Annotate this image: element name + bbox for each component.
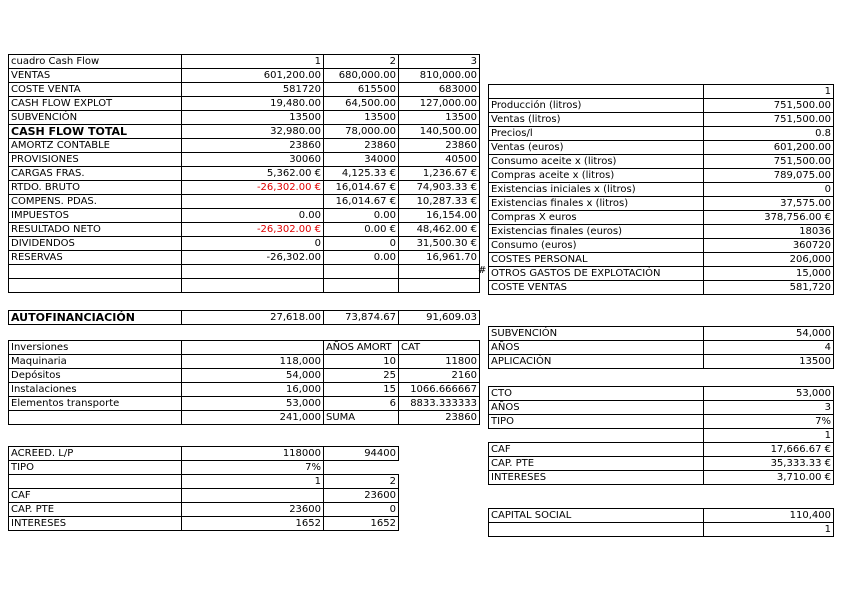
cell-value[interactable]: 127,000.00 bbox=[398, 96, 480, 111]
row-label[interactable]: Precios/l bbox=[488, 126, 704, 141]
cell-value[interactable]: 1 bbox=[703, 84, 834, 99]
cell-value[interactable] bbox=[181, 264, 324, 279]
row-label[interactable]: CARGAS FRAS. bbox=[8, 166, 182, 181]
row-label[interactable]: SUBVENCIÓN bbox=[8, 110, 182, 125]
cell-value[interactable] bbox=[181, 340, 324, 355]
cell-value[interactable]: 64,500.00 bbox=[323, 96, 399, 111]
cell-value[interactable]: 16,154.00 bbox=[398, 208, 480, 223]
overflow-mark: # bbox=[478, 265, 487, 276]
cell-value[interactable]: 1 bbox=[703, 522, 834, 537]
cell-value[interactable]: 2160 bbox=[398, 368, 480, 383]
cell-value[interactable]: 16,000 bbox=[181, 382, 324, 397]
row-label[interactable]: CASH FLOW TOTAL bbox=[8, 124, 182, 139]
row-label[interactable]: Consumo (euros) bbox=[488, 238, 704, 253]
cell-value[interactable]: 30060 bbox=[181, 152, 324, 167]
row-label[interactable]: RESERVAS bbox=[8, 250, 182, 265]
cell-value[interactable]: 94400 bbox=[323, 446, 399, 461]
cell-value[interactable]: 5,362.00 € bbox=[181, 166, 324, 181]
row-label[interactable]: Compras X euros bbox=[488, 210, 704, 225]
cell-value[interactable] bbox=[181, 488, 324, 503]
cell-value[interactable]: 27,618.00 bbox=[181, 310, 324, 325]
cell-value[interactable]: 35,333.33 € bbox=[703, 456, 834, 471]
cell-value[interactable]: 0 bbox=[323, 236, 399, 251]
cell-value[interactable]: 581720 bbox=[181, 82, 324, 97]
cell-value[interactable]: 7% bbox=[703, 414, 834, 429]
row-label[interactable]: CAP. PTE bbox=[8, 502, 182, 517]
cell-value[interactable]: 140,500.00 bbox=[398, 124, 480, 139]
cell-value[interactable]: 23860 bbox=[181, 138, 324, 153]
cell-value[interactable]: 601,200.00 bbox=[181, 68, 324, 83]
cell-value[interactable]: 0.00 € bbox=[323, 222, 399, 237]
cell-value[interactable]: 53,000 bbox=[703, 386, 834, 401]
cell-value[interactable]: 23860 bbox=[398, 138, 480, 153]
cell-value[interactable]: 18036 bbox=[703, 224, 834, 239]
row-label[interactable]: TIPO bbox=[8, 460, 182, 475]
cell-value[interactable] bbox=[398, 278, 480, 293]
row-label[interactable]: RTDO. BRUTO bbox=[8, 180, 182, 195]
row-label[interactable]: Instalaciones bbox=[8, 382, 182, 397]
cell-value[interactable]: 4,125.33 € bbox=[323, 166, 399, 181]
year-header[interactable]: 3 bbox=[398, 54, 480, 69]
cell-value[interactable]: 615500 bbox=[323, 82, 399, 97]
row-label[interactable]: COSTE VENTA bbox=[8, 82, 182, 97]
cell-value[interactable]: 751,500.00 bbox=[703, 154, 834, 169]
cell-value[interactable]: 91,609.03 bbox=[398, 310, 480, 325]
row-label[interactable] bbox=[488, 84, 704, 99]
row-label[interactable] bbox=[8, 278, 182, 293]
cell-value[interactable]: 19,480.00 bbox=[181, 96, 324, 111]
row-label[interactable]: Elementos transporte bbox=[8, 396, 182, 411]
row-label[interactable]: Ventas (litros) bbox=[488, 112, 704, 127]
cell-value[interactable] bbox=[398, 264, 480, 279]
row-label[interactable]: Existencias finales x (litros) bbox=[488, 196, 704, 211]
row-label[interactable]: Maquinaria bbox=[8, 354, 182, 369]
cell-value[interactable]: 378,756.00 € bbox=[703, 210, 834, 225]
cell-value[interactable]: 25 bbox=[323, 368, 399, 383]
row-label[interactable]: Consumo aceite x (litros) bbox=[488, 154, 704, 169]
cell-value[interactable]: 54,000 bbox=[181, 368, 324, 383]
cell-value[interactable]: 78,000.00 bbox=[323, 124, 399, 139]
row-label[interactable]: CASH FLOW EXPLOT bbox=[8, 96, 182, 111]
cell-value[interactable]: 118,000 bbox=[181, 354, 324, 369]
row-label[interactable]: AUTOFINANCIACIÓN bbox=[8, 310, 182, 325]
cell-value[interactable]: 751,500.00 bbox=[703, 112, 834, 127]
cell-value[interactable]: 53,000 bbox=[181, 396, 324, 411]
cell-value[interactable]: 23600 bbox=[181, 502, 324, 517]
row-label[interactable]: CTO bbox=[488, 386, 704, 401]
row-label[interactable]: APLICACIÓN bbox=[488, 354, 704, 369]
row-label[interactable]: COSTES PERSONAL bbox=[488, 252, 704, 267]
cell-value[interactable]: 1 bbox=[703, 428, 834, 443]
cell-value[interactable]: 789,075.00 bbox=[703, 168, 834, 183]
cell-value[interactable]: 13500 bbox=[703, 354, 834, 369]
row-label[interactable]: TIPO bbox=[488, 414, 704, 429]
cell-value[interactable]: 31,500.30 € bbox=[398, 236, 480, 251]
cell-value[interactable]: 110,400 bbox=[703, 508, 834, 523]
cell-value[interactable]: 15,000 bbox=[703, 266, 834, 281]
row-label[interactable]: COMPENS. PDAS. bbox=[8, 194, 182, 209]
row-label[interactable]: RESULTADO NETO bbox=[8, 222, 182, 237]
row-label[interactable]: Producción (litros) bbox=[488, 98, 704, 113]
row-label[interactable]: Depósitos bbox=[8, 368, 182, 383]
row-label[interactable]: INTERESES bbox=[8, 516, 182, 531]
cell-value[interactable]: 10,287.33 € bbox=[398, 194, 480, 209]
cell-value[interactable]: 40500 bbox=[398, 152, 480, 167]
cashflow-title[interactable]: cuadro Cash Flow bbox=[8, 54, 182, 69]
cell-value[interactable]: 32,980.00 bbox=[181, 124, 324, 139]
cell-value[interactable] bbox=[323, 264, 399, 279]
row-label[interactable]: IMPUESTOS bbox=[8, 208, 182, 223]
cell-value[interactable]: 11800 bbox=[398, 354, 480, 369]
row-label[interactable]: Inversiones bbox=[8, 340, 182, 355]
cell-value[interactable]: 74,903.33 € bbox=[398, 180, 480, 195]
cell-value[interactable]: 23860 bbox=[323, 138, 399, 153]
cell-value[interactable]: 0.00 bbox=[181, 208, 324, 223]
row-label[interactable]: Ventas (euros) bbox=[488, 140, 704, 155]
cell-value[interactable]: SUMA bbox=[323, 410, 399, 425]
column-header[interactable]: CAT bbox=[398, 340, 480, 355]
cell-value[interactable]: 810,000.00 bbox=[398, 68, 480, 83]
cell-value[interactable]: 0 bbox=[181, 236, 324, 251]
row-label[interactable]: CAP. PTE bbox=[488, 456, 704, 471]
cell-value[interactable]: 751,500.00 bbox=[703, 98, 834, 113]
cell-value[interactable]: 1066.666667 bbox=[398, 382, 480, 397]
cell-value[interactable]: 4 bbox=[703, 340, 834, 355]
cell-value[interactable]: 3,710.00 € bbox=[703, 470, 834, 485]
cell-value[interactable]: 601,200.00 bbox=[703, 140, 834, 155]
cell-value[interactable]: 7% bbox=[181, 460, 324, 475]
cell-value[interactable]: -26,302.00 bbox=[181, 250, 324, 265]
row-label[interactable] bbox=[8, 264, 182, 279]
cell-value[interactable]: 0.8 bbox=[703, 126, 834, 141]
cell-value[interactable]: 683000 bbox=[398, 82, 480, 97]
row-label[interactable]: AMORTZ CONTABLE bbox=[8, 138, 182, 153]
cell-value[interactable]: 3 bbox=[703, 400, 834, 415]
year-header[interactable]: 1 bbox=[181, 54, 324, 69]
cell-value[interactable]: 1652 bbox=[181, 516, 324, 531]
cell-value[interactable]: -26,302.00 € bbox=[181, 222, 324, 237]
row-label[interactable]: Existencias finales (euros) bbox=[488, 224, 704, 239]
cell-value[interactable]: 73,874.67 bbox=[323, 310, 399, 325]
cell-value[interactable]: 241,000 bbox=[181, 410, 324, 425]
cell-value[interactable]: 17,666.67 € bbox=[703, 442, 834, 457]
row-label[interactable]: CAF bbox=[488, 442, 704, 457]
cell-value[interactable]: 2 bbox=[323, 474, 399, 489]
row-label[interactable]: Existencias iniciales x (litros) bbox=[488, 182, 704, 197]
row-label[interactable]: CAF bbox=[8, 488, 182, 503]
row-label[interactable]: ACREED. L/P bbox=[8, 446, 182, 461]
cell-value[interactable]: 0.00 bbox=[323, 208, 399, 223]
cell-value[interactable]: 360720 bbox=[703, 238, 834, 253]
cell-value[interactable]: 13500 bbox=[323, 110, 399, 125]
cell-value[interactable]: 8833.333333 bbox=[398, 396, 480, 411]
row-label[interactable] bbox=[488, 522, 704, 537]
row-label[interactable]: DIVIDENDOS bbox=[8, 236, 182, 251]
cell-value[interactable]: 6 bbox=[323, 396, 399, 411]
cell-value[interactable]: 23860 bbox=[398, 410, 480, 425]
cell-value[interactable] bbox=[181, 278, 324, 293]
cell-value[interactable]: 48,462.00 € bbox=[398, 222, 480, 237]
cell-value[interactable]: 13500 bbox=[181, 110, 324, 125]
cell-value[interactable]: 1 bbox=[181, 474, 324, 489]
cell-value[interactable]: 16,014.67 € bbox=[323, 180, 399, 195]
cell-value[interactable]: 13500 bbox=[398, 110, 480, 125]
cell-value[interactable]: 23600 bbox=[323, 488, 399, 503]
row-label[interactable]: SUBVENCIÓN bbox=[488, 326, 704, 341]
cell-value[interactable]: 10 bbox=[323, 354, 399, 369]
year-header[interactable]: 2 bbox=[323, 54, 399, 69]
cell-value[interactable]: 0 bbox=[703, 182, 834, 197]
cell-value[interactable]: 15 bbox=[323, 382, 399, 397]
row-label[interactable]: VENTAS bbox=[8, 68, 182, 83]
cell-value[interactable]: 118000 bbox=[181, 446, 324, 461]
row-label[interactable] bbox=[8, 474, 182, 489]
row-label[interactable]: CAPITAL SOCIAL bbox=[488, 508, 704, 523]
cell-value[interactable] bbox=[323, 278, 399, 293]
row-label[interactable]: AÑOS bbox=[488, 340, 704, 355]
cell-value[interactable]: 0 bbox=[323, 502, 399, 517]
cell-value[interactable]: 54,000 bbox=[703, 326, 834, 341]
row-label[interactable]: OTROS GASTOS DE EXPLOTACIÓN bbox=[488, 266, 704, 281]
row-label[interactable]: AÑOS bbox=[488, 400, 704, 415]
cell-value[interactable]: -26,302.00 € bbox=[181, 180, 324, 195]
cell-value[interactable]: 16,014.67 € bbox=[323, 194, 399, 209]
cell-value[interactable]: 37,575.00 bbox=[703, 196, 834, 211]
column-header[interactable]: AÑOS AMORT bbox=[323, 340, 399, 355]
cell-value[interactable]: 581,720 bbox=[703, 280, 834, 295]
cell-value[interactable]: 206,000 bbox=[703, 252, 834, 267]
cell-value[interactable] bbox=[181, 194, 324, 209]
row-label[interactable]: PROVISIONES bbox=[8, 152, 182, 167]
row-label[interactable]: Compras aceite x (litros) bbox=[488, 168, 704, 183]
cell-value[interactable]: 16,961.70 bbox=[398, 250, 480, 265]
row-label[interactable]: INTERESES bbox=[488, 470, 704, 485]
cell-value[interactable]: 1652 bbox=[323, 516, 399, 531]
cell-value[interactable]: 34000 bbox=[323, 152, 399, 167]
cell-value[interactable]: 1,236.67 € bbox=[398, 166, 480, 181]
row-label[interactable]: COSTE VENTAS bbox=[488, 280, 704, 295]
cell-value[interactable]: 0.00 bbox=[323, 250, 399, 265]
cell-value[interactable]: 680,000.00 bbox=[323, 68, 399, 83]
row-label[interactable] bbox=[8, 410, 182, 425]
